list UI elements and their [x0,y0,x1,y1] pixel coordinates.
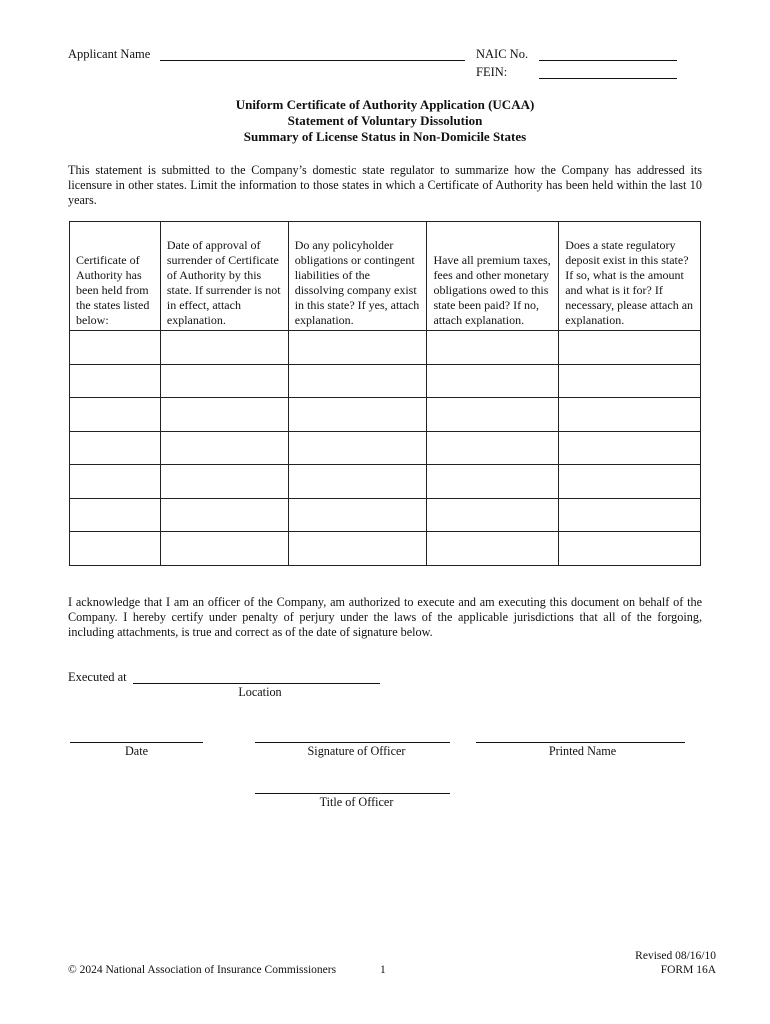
header-policyholder-obligations: Do any policyholder obligations or contingent liabilities of the dissolving company exist in this state? If yes, attach explanation. [288,222,427,331]
date-label: Date [124,744,148,758]
table-cell[interactable] [160,331,288,365]
printed-name-label: Printed Name [548,744,617,758]
applicant-name-label: Applicant Name [68,47,151,61]
signature-field[interactable] [255,742,450,743]
header-approval-date: Date of approval of surrender of Certificate of Authority by this state. If surrender is not in effect, attach explanation. [160,222,288,331]
intro-paragraph: This statement is submitted to the Company’s domestic state regulator to summarize how the Company has addressed its licensure in other states. Limit the information to those states in which a Certificate of Authority has been held within the last 10 years. [68,163,702,207]
header-regulatory-deposit: Does a state regulatory deposit exist in this state? If so, what is the amount and what is it for? If necessary, please attach an explanation. [559,222,701,331]
table-cell[interactable] [427,465,559,499]
table-row [70,431,701,465]
executed-location-field[interactable] [133,683,380,684]
table-row [70,498,701,532]
header-premium-taxes: Have all premium taxes, fees and other monetary obligations owed to this state been paid? If no, attach explanation. [427,222,559,331]
signature-label: Signature of Officer [307,744,406,758]
table-row [70,398,701,432]
naic-field[interactable] [539,60,677,61]
table-cell[interactable] [288,465,427,499]
location-label: Location [238,685,282,699]
table-cell[interactable] [559,364,701,398]
table-cell[interactable] [559,498,701,532]
table-row [70,331,701,365]
table-cell[interactable] [427,498,559,532]
acknowledgement-paragraph: I acknowledge that I am an officer of the Company, am authorized to execute and am executing this document on behalf of the Company. I hereby certify under penalty of perjury under the laws of the applicable jurisdictions that all of the forgoing, including attachments, is true and correct as of the date of signature below. [68,595,702,639]
fein-label: FEIN: [476,65,508,79]
table-cell[interactable] [288,331,427,365]
table-cell[interactable] [160,532,288,566]
title-of-officer-label: Title of Officer [319,795,394,809]
table-cell[interactable] [70,532,161,566]
table-row [70,532,701,566]
form-number: FORM 16A [660,964,716,976]
table-cell[interactable] [427,364,559,398]
naic-label: NAIC No. [476,47,529,61]
table-cell[interactable] [427,331,559,365]
title-of-officer-field[interactable] [255,793,450,794]
table-header-row [70,222,701,331]
table-cell[interactable] [559,532,701,566]
table-row [70,465,701,499]
table-cell[interactable] [70,431,161,465]
table-cell[interactable] [160,465,288,499]
table-cell[interactable] [427,398,559,432]
title-line-1: Uniform Certificate of Authority Application (UCAA) [235,97,535,112]
table-row [70,364,701,398]
table-cell[interactable] [288,498,427,532]
copyright-text: © 2024 National Association of Insurance Commissioners [68,964,337,976]
applicant-name-field[interactable] [160,60,465,61]
header-states: Certificate of Authority has been held from the states listed below: [70,222,161,331]
license-status-table [69,221,701,566]
title-line-3: Summary of License Status in Non-Domicile States [243,129,527,144]
table-cell[interactable] [160,431,288,465]
executed-at-label: Executed at [68,670,127,684]
table-cell[interactable] [160,364,288,398]
title-line-2: Statement of Voluntary Dissolution [287,113,483,128]
table-cell[interactable] [70,364,161,398]
revised-date: Revised 08/16/10 [635,950,716,962]
table-cell[interactable] [427,431,559,465]
date-field[interactable] [70,742,203,743]
table-cell[interactable] [288,398,427,432]
table-cell[interactable] [70,498,161,532]
table-cell[interactable] [160,498,288,532]
table-cell[interactable] [559,331,701,365]
table-cell[interactable] [288,431,427,465]
table-cell[interactable] [559,465,701,499]
table-cell[interactable] [70,465,161,499]
table-cell[interactable] [559,398,701,432]
printed-name-field[interactable] [476,742,685,743]
page-number: 1 [380,964,386,976]
table-cell[interactable] [288,532,427,566]
table-cell[interactable] [160,398,288,432]
table-cell[interactable] [427,532,559,566]
table-cell[interactable] [559,431,701,465]
table-cell[interactable] [70,398,161,432]
fein-field[interactable] [539,78,677,79]
document-title [0,97,770,145]
table-cell[interactable] [288,364,427,398]
table-cell[interactable] [70,331,161,365]
